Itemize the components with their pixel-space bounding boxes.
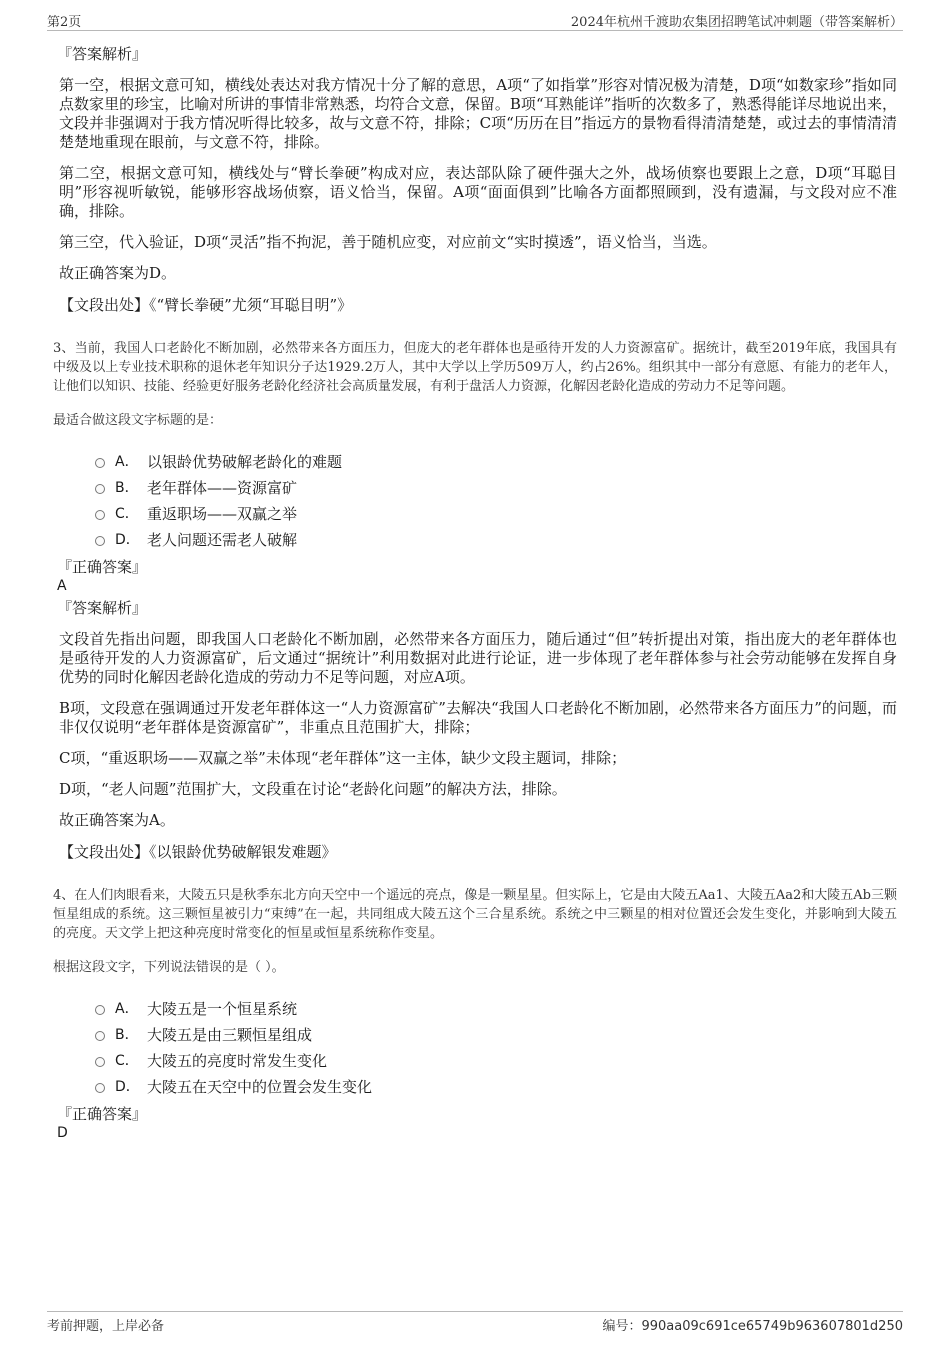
option-text: 大陵五是由三颗恒星组成 (147, 1025, 313, 1044)
analysis-paragraph: C项，“重返职场——双赢之举”未体现“老年群体”这一主体，缺少文段主题词，排除； (59, 749, 627, 767)
option-b[interactable] (95, 474, 897, 500)
option-a[interactable] (95, 448, 897, 474)
option-text: 大陵五的亮度时常发生变化 (147, 1051, 328, 1070)
option-a[interactable] (95, 995, 897, 1021)
option-text: 大陵五在天空中的位置会发生变化 (147, 1077, 373, 1096)
option-text: 重返职场——双赢之举 (147, 504, 298, 523)
analysis-label: 『答案解析』 (57, 599, 148, 617)
option-letter: B． (115, 480, 139, 496)
option-c[interactable] (95, 1047, 897, 1073)
question-4-prompt: 根据这段文字，下列说法错误的是（ ）。 (53, 960, 285, 975)
question-3-options (95, 448, 897, 552)
passage-source: 【文段出处】《“臂长拳硬”尤须“耳聪目明”》 (59, 296, 353, 314)
page-content (53, 44, 897, 1145)
radio-icon[interactable] (95, 1057, 105, 1067)
passage-source: 【文段出处】《以银龄优势破解银发难题》 (59, 843, 337, 861)
option-letter: D． (115, 1079, 140, 1095)
radio-icon[interactable] (95, 484, 105, 494)
option-b[interactable] (95, 1021, 897, 1047)
option-letter: A． (115, 1001, 139, 1017)
document-title: 2024年杭州千渡助农集团招聘笔试冲刺题（带答案解析） (570, 15, 903, 30)
option-letter: A． (115, 454, 139, 470)
question-3-stem: 3、当前，我国人口老龄化不断加剧，必然带来各方面压力，但庞大的老年群体也是亟待开发的人力资源富矿。据统计，截至2019年底，我国具有中级及以上专业技术职称的退休老年知识分子达1929.2万人，其中大学以上学历509万人，约占26%。组织其中一部分有意愿、有能力的老年人，让他们以知识、技能、经验更好服务老龄化经济社会高质量发展，有利于盘活人力资源，化解因老龄化造成的劳动力不足等问题。 (53, 341, 897, 394)
code-value: 990aa09c691ce65749b963607801d250 (641, 1319, 903, 1334)
code-label: 编号： (602, 1319, 642, 1334)
radio-icon[interactable] (95, 536, 105, 546)
correct-answer: A (57, 578, 67, 594)
footer-slogan: 考前押题，上岸必备 (47, 1319, 165, 1334)
analysis-conclusion: 故正确答案为D。 (59, 264, 177, 282)
option-letter: C． (115, 1053, 139, 1069)
analysis-paragraph: 文段首先指出问题，即我国人口老龄化不断加剧，必然带来各方面压力，随后通过“但”转折提出对策，指出庞大的老年群体也是亟待开发的人力资源富矿，后文通过“据统计”利用数据对此进行论证，进一步体现了老年群体参与社会劳动能够在发挥自身优势的同时化解因老龄化造成的劳动力不足等问题，对应A项。 (59, 630, 897, 686)
analysis-label: 『答案解析』 (57, 45, 148, 63)
option-d[interactable] (95, 1073, 897, 1099)
option-text: 老人问题还需老人破解 (147, 530, 298, 549)
option-text: 老年群体——资源富矿 (147, 478, 298, 497)
option-letter: D． (115, 532, 140, 548)
question-3-prompt: 最适合做这段文字标题的是： (53, 413, 223, 428)
analysis-paragraph: 第一空，根据文意可知，横线处表达对我方情况十分了解的意思，A项“了如指掌”形容对情况极为清楚，D项“如数家珍”指如同点数家里的珍宝，比喻对所讲的事情非常熟悉，均符合文意，保留。B项“耳熟能详”指听的次数多了，熟悉得能详尽地说出来，文段并非强调对于我方情况听得比较多，故与文意不符，排除；C项“历历在目”指远方的景物看得清清楚楚，或过去的事情清清楚楚地重现在眼前，与文意不符，排除。 (59, 76, 897, 151)
analysis-paragraph: 第三空，代入验证，D项“灵活”指不拘泥，善于随机应变，对应前文“实时摸透”，语义恰当，当选。 (59, 233, 717, 251)
option-letter: C． (115, 506, 139, 522)
correct-answer-label: 『正确答案』 (57, 558, 148, 576)
correct-answer-label: 『正确答案』 (57, 1105, 148, 1123)
page-footer (47, 1311, 903, 1338)
option-d[interactable] (95, 526, 897, 552)
analysis-paragraph: 第二空，根据文意可知，横线处与“臂长拳硬”构成对应，表达部队除了硬件强大之外，战场侦察也要跟上之意，D项“耳聪目明”形容视听敏锐，能够形容战场侦察，语义恰当，保留。A项“面面俱到”比喻各方面都照顾到，没有遗漏，与文段对应不准确，排除。 (59, 164, 897, 220)
option-text: 以银龄优势破解老龄化的难题 (147, 452, 343, 471)
page-header (47, 8, 903, 31)
radio-icon[interactable] (95, 1005, 105, 1015)
analysis-paragraph: B项，文段意在强调通过开发老年群体这一“人力资源富矿”去解决“我国人口老龄化不断加剧，必然带来各方面压力”的问题，而非仅仅说明“老年群体是资源富矿”，非重点且范围扩大，排除； (59, 699, 897, 736)
option-text: 大陵五是一个恒星系统 (147, 999, 298, 1018)
page-number: 第2页 (47, 15, 82, 30)
question-4-options (95, 995, 897, 1099)
radio-icon[interactable] (95, 1031, 105, 1041)
question-4-stem: 4、在人们肉眼看来，大陵五只是秋季东北方向天空中一个遥远的亮点，像是一颗星星。但实际上，它是由大陵五Aa1、大陵五Aa2和大陵五Ab三颗恒星组成的系统。这三颗恒星被引力“束缚”在一起，共同组成大陵五这个三合星系统。系统之中三颗星的相对位置还会发生变化，并影响到大陵五的亮度。天文学上把这种亮度时常变化的恒星或恒星系统称作变星。 (53, 888, 897, 941)
analysis-paragraph: D项，“老人问题”范围扩大，文段重在讨论“老龄化问题”的解决方法，排除。 (59, 780, 567, 798)
option-letter: B． (115, 1027, 139, 1043)
document-code (602, 1315, 903, 1334)
option-c[interactable] (95, 500, 897, 526)
radio-icon[interactable] (95, 510, 105, 520)
radio-icon[interactable] (95, 1083, 105, 1093)
correct-answer: D (57, 1125, 68, 1141)
radio-icon[interactable] (95, 458, 105, 468)
analysis-conclusion: 故正确答案为A。 (59, 811, 175, 829)
